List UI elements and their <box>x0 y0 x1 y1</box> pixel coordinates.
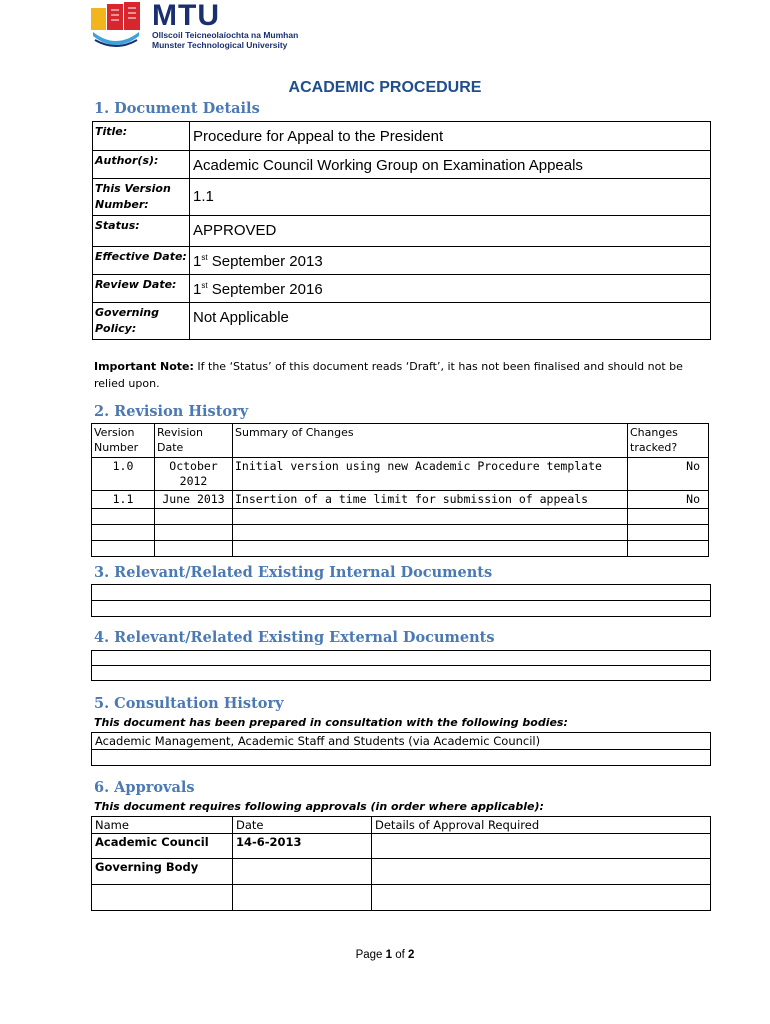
table-row <box>92 491 709 509</box>
table-row <box>92 834 711 859</box>
cell-version: 1.0 <box>92 458 155 491</box>
cell-name: Academic Council <box>92 834 233 859</box>
table-row <box>92 733 711 750</box>
cell-date: October 2012 <box>155 458 233 491</box>
label-title: Title: <box>93 122 190 151</box>
cell-version: 1.1 <box>92 491 155 509</box>
details-row-review-date <box>93 275 711 303</box>
label-review-date: Review Date: <box>93 275 190 303</box>
label-version: This Version Number: <box>93 179 190 216</box>
details-row-effective-date <box>93 247 711 275</box>
details-row-title <box>93 122 711 151</box>
external-documents-table <box>91 650 711 681</box>
section-heading-revision-history: 2. Revision History <box>94 403 249 420</box>
important-note <box>94 358 694 392</box>
mtu-logo-text <box>152 2 298 50</box>
cell-date <box>233 859 372 885</box>
value-review-date: 1st September 2016 <box>190 275 711 303</box>
important-note-label: Important Note: <box>94 360 194 373</box>
table-row-empty <box>92 651 711 666</box>
cell-tracked: No <box>628 458 709 491</box>
internal-documents-table <box>91 584 711 617</box>
logo-acronym: MTU <box>152 0 220 32</box>
cell-details <box>372 859 711 885</box>
table-row-empty <box>92 541 709 557</box>
approvals-table <box>91 816 711 911</box>
important-note-text: If the ‘Status’ of this document reads ‘Draft’, it has not been finalised and should not be relied upon. <box>94 360 683 390</box>
logo-english-name: Munster Technological University <box>152 40 288 50</box>
value-authors: Academic Council Working Group on Examination Appeals <box>190 151 711 179</box>
section-heading-internal-documents: 3. Relevant/Related Existing Internal Documents <box>94 564 493 581</box>
page-number: Page 1 of 2 <box>355 949 415 961</box>
table-row-empty <box>92 525 709 541</box>
col-version-number: Version Number <box>92 424 155 458</box>
document-details-table <box>92 121 711 340</box>
revision-header-row <box>92 424 709 458</box>
label-authors: Author(s): <box>93 151 190 179</box>
document-title: ACADEMIC PROCEDURE <box>288 79 482 96</box>
section-heading-approvals: 6. Approvals <box>94 779 195 796</box>
cell-details <box>372 834 711 859</box>
details-row-authors <box>93 151 711 179</box>
approvals-intro: This document requires following approvals (in order where applicable): <box>94 800 544 813</box>
approvals-header-row <box>92 817 711 834</box>
label-governing-policy: Governing Policy: <box>93 303 190 340</box>
revision-history-table <box>91 423 709 557</box>
value-governing-policy: Not Applicable <box>190 303 711 340</box>
value-version: 1.1 <box>190 179 711 216</box>
col-changes-tracked: Changes tracked? <box>628 424 709 458</box>
col-date: Date <box>233 817 372 834</box>
col-summary-of-changes: Summary of Changes <box>233 424 628 458</box>
table-row-empty <box>92 585 711 601</box>
table-row <box>92 859 711 885</box>
section-heading-document-details: 1. Document Details <box>94 100 260 117</box>
cell-summary: Insertion of a time limit for submission of appeals <box>233 491 628 509</box>
table-row-empty <box>92 750 711 766</box>
col-revision-date: Revision Date <box>155 424 233 458</box>
consultation-table <box>91 732 711 766</box>
consultation-intro: This document has been prepared in consultation with the following bodies: <box>94 716 568 729</box>
details-row-version <box>93 179 711 216</box>
label-effective-date: Effective Date: <box>93 247 190 275</box>
table-row-empty <box>92 666 711 681</box>
cell-date: 14-6-2013 <box>233 834 372 859</box>
table-row-empty <box>92 601 711 617</box>
cell-tracked: No <box>628 491 709 509</box>
value-status: APPROVED <box>190 216 711 247</box>
section-heading-consultation-history: 5. Consultation History <box>94 695 284 712</box>
label-status: Status: <box>93 216 190 247</box>
details-row-status <box>93 216 711 247</box>
cell-summary: Initial version using new Academic Procedure template <box>233 458 628 491</box>
table-row-empty <box>92 509 709 525</box>
table-row <box>92 458 709 491</box>
cell-date: June 2013 <box>155 491 233 509</box>
value-title: Procedure for Appeal to the President <box>190 122 711 151</box>
logo-irish-name: Ollscoil Teicneolaíochta na Mumhan <box>152 30 299 40</box>
table-row-empty <box>92 885 711 911</box>
cell-name: Governing Body <box>92 859 233 885</box>
value-effective-date: 1st September 2013 <box>190 247 711 275</box>
details-row-governing-policy <box>93 303 711 340</box>
mtu-logo-mark-icon <box>91 2 141 50</box>
consultation-bodies: Academic Management, Academic Staff and Students (via Academic Council) <box>92 733 711 750</box>
col-name: Name <box>92 817 233 834</box>
col-details: Details of Approval Required <box>372 817 711 834</box>
section-heading-external-documents: 4. Relevant/Related Existing External Documents <box>94 629 495 646</box>
